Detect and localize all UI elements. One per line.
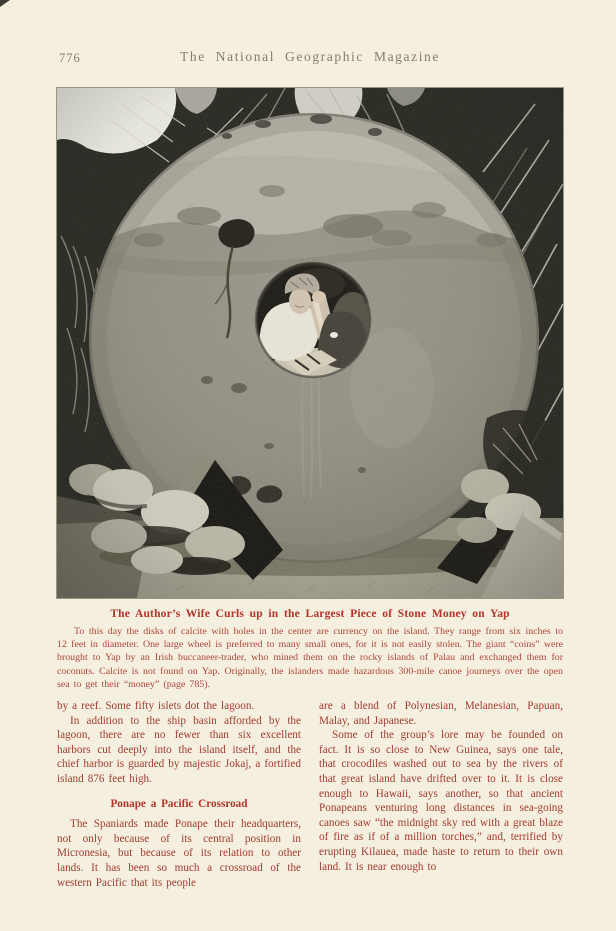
- figure-caption: [57, 608, 563, 691]
- paragraph: Some of the group’s lore may be founded on fact. It is so close to New Guinea, says one tale, that crocodiles washed out to sea by the rivers of that great island have drifted over to it. It is close enough to Hawaii, says another, so that ancient Ponapeans venturing long distances in sea-going canoes saw “the midnight sky red with a great blaze of fire as if of a million torches,” and, terrified by erupting Kilauea, made haste to return to their own land. It is near enough to: [319, 729, 563, 873]
- caption-body: To this day the disks of calcite with holes in the center are currency on the island. They range from six inches to 12 feet in diameter. One large wheel is preferred to many small ones, for it is not easily stolen. The giant “coins” were brought to Yap by an Irish buccaneer-trader, who mined them on the rocky islands of Palau and exchanged them for coconuts. Calcite is not found on Yap. Originally, the islanders made hazardous 300-mile canoe journeys over the open sea to get their “money” (page 785).: [57, 626, 563, 690]
- page-header: [57, 49, 563, 67]
- paragraph: The Spaniards made Ponape their headquarters, not only because of its central position in Micronesia, but because of its relation to other lands. It has been so much a crossroad of the western Pacific that its people: [57, 818, 301, 889]
- page-number: 776: [59, 51, 81, 65]
- stone-money-photo: [57, 88, 563, 598]
- journal-title: The National Geographic Magazine: [180, 49, 440, 64]
- section-heading: Ponape a Pacific Crossroad: [110, 797, 248, 810]
- paragraph: In addition to the ship basin afforded by the lagoon, there are no fewer than six excellent harbors cut deeply into the island itself, and the chief harbor is guarded by majestic Jokaj, a fortified island 876 feet high.: [57, 714, 301, 785]
- scan-corner-mark: [0, 0, 10, 7]
- stone-money-figure: [57, 88, 563, 691]
- column-right: [319, 699, 563, 890]
- paragraph: are a blend of Polynesian, Melanesian, Papuan, Malay, and Japanese.: [319, 700, 563, 727]
- column-left: [57, 699, 301, 890]
- paragraph: by a reef. Some fifty islets dot the lagoon.: [57, 700, 255, 712]
- article-columns: [57, 699, 563, 890]
- caption-title: The Author’s Wife Curls up in the Largest Piece of Stone Money on Yap: [110, 608, 510, 620]
- stone-money-photo-art: [57, 88, 563, 598]
